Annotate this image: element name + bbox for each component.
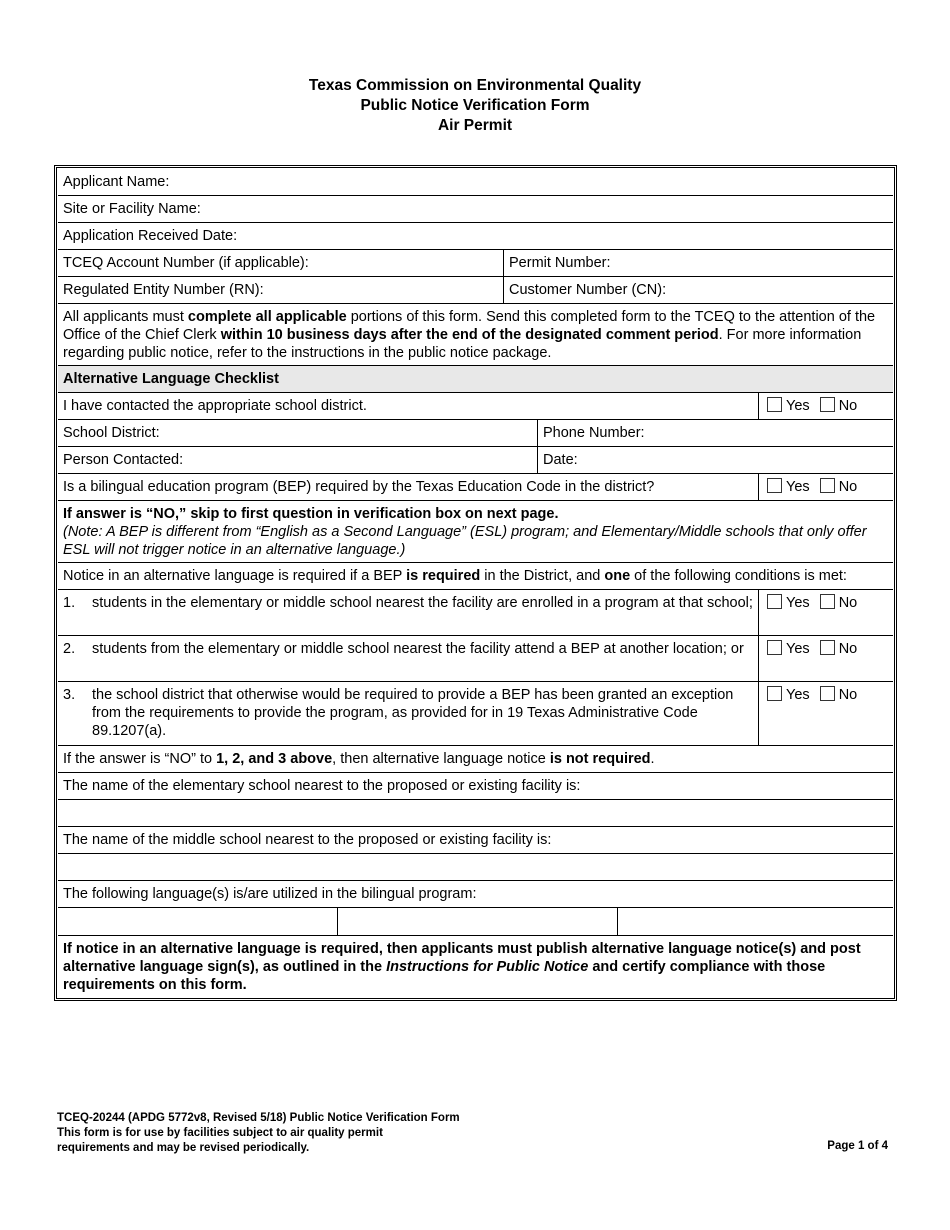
form-title: Public Notice Verification Form [360, 97, 590, 114]
account-permit-row [58, 250, 893, 277]
elementary-school-label: The name of the elementary school nearest to the proposed or existing facility is: [63, 778, 581, 794]
applicant-name-field[interactable]: Applicant Name: [63, 174, 170, 190]
yes-checkbox[interactable] [767, 686, 782, 701]
checklist-title: Alternative Language Checklist [58, 366, 893, 392]
account-number-field[interactable]: TCEQ Account Number (if applicable): [63, 255, 309, 271]
elementary-school-input-row [58, 800, 893, 827]
language-input-1[interactable] [58, 908, 337, 935]
yes-label: Yes [786, 595, 810, 611]
bep-yes-no [758, 474, 893, 500]
no-label: No [838, 687, 858, 703]
final-part: and certify compliance with those requirements on this form. [63, 959, 826, 993]
district-phone-row [58, 420, 893, 447]
no-checkbox[interactable] [820, 640, 835, 655]
condition-row-1 [58, 590, 893, 636]
instr-bold: complete all applicable [187, 309, 347, 325]
instructions-row [58, 304, 893, 366]
bep-question: Is a bilingual education program (BEP) required by the Texas Education Code in the district? [63, 479, 655, 495]
phone-number-field[interactable]: Phone Number: [537, 420, 893, 446]
yes-checkbox[interactable] [767, 594, 782, 609]
verification-form [54, 165, 897, 1001]
no-label: No [838, 595, 858, 611]
final-requirement-text [58, 936, 893, 997]
language-input-3[interactable] [617, 908, 893, 935]
instr-part: . For more information regarding public notice, refer to the instructions in the public notice package. [63, 327, 862, 361]
rn-field[interactable]: Regulated Entity Number (RN): [63, 282, 264, 298]
cn-field[interactable]: Customer Number (CN): [503, 277, 893, 303]
checklist-title-row [58, 366, 893, 393]
permit-number-field[interactable]: Permit Number: [503, 250, 893, 276]
cond-bold: is required [406, 568, 481, 584]
instr-part: portions of this form. Send this completed form to the TCEQ to the attention of the Office of the Chief Clerk [63, 309, 876, 343]
yes-label: Yes [786, 398, 810, 414]
no-label: No [838, 398, 858, 414]
form-number: TCEQ-20244 (APDG 5772v8, Revised 5/18) Public Notice Verification Form [57, 1112, 460, 1124]
person-contacted-field[interactable]: Person Contacted: [63, 452, 184, 468]
instr-bold: within 10 business days after the end of the designated comment period [220, 327, 719, 343]
rn-cn-row [58, 277, 893, 304]
if-no-part: If the answer is “NO” to [63, 751, 217, 767]
cond-part: in the District, and [480, 568, 605, 584]
page-number: Page 1 of 4 [827, 1140, 888, 1152]
cond-part: of the following conditions is met: [630, 568, 847, 584]
condition-2-yes-no [758, 636, 893, 681]
languages-input-row [58, 908, 893, 936]
person-date-row [58, 447, 893, 474]
skip-note-row [58, 501, 893, 563]
final-italic: Instructions for Public Notice [386, 959, 589, 975]
bep-row [58, 474, 893, 501]
condition-text: students in the elementary or middle school nearest the facility are enrolled in a program at that school; [92, 595, 753, 611]
agency-title: Texas Commission on Environmental Quality [308, 77, 642, 94]
form-header [0, 76, 950, 136]
site-name-row [58, 196, 893, 223]
form-footer [57, 1111, 460, 1156]
final-part: If notice in an alternative language is required, then applicants must publish alternative language notice(s) and post alternative language sign(s), as outlined in the [63, 941, 861, 975]
yes-label: Yes [786, 479, 810, 495]
no-checkbox[interactable] [820, 478, 835, 493]
middle-label-row [58, 827, 893, 854]
if-no-part: , then alternative language notice [332, 751, 550, 767]
condition-1-yes-no [758, 590, 893, 635]
site-name-field[interactable]: Site or Facility Name: [63, 201, 201, 217]
condition-number: 1. [63, 595, 76, 611]
skip-note [58, 501, 893, 562]
applicant-name-row [58, 169, 893, 196]
yes-label: Yes [786, 687, 810, 703]
received-date-field[interactable]: Application Received Date: [63, 228, 238, 244]
no-label: No [838, 479, 858, 495]
condition-3-yes-no [758, 682, 893, 745]
school-district-field[interactable]: School District: [63, 425, 160, 441]
no-checkbox[interactable] [820, 397, 835, 412]
contacted-row [58, 393, 893, 420]
not-required-row [58, 746, 893, 773]
received-date-row [58, 223, 893, 250]
condition-number: 2. [63, 641, 76, 657]
conditions-intro-row [58, 563, 893, 590]
middle-school-input[interactable] [58, 854, 893, 880]
middle-school-input-row [58, 854, 893, 881]
no-checkbox[interactable] [820, 686, 835, 701]
language-input-2[interactable] [337, 908, 617, 935]
skip-instruction: If answer is “NO,” skip to first question in verification box on next page. [63, 506, 559, 522]
footer-note-2: requirements and may be revised periodically. [57, 1142, 310, 1154]
condition-text: students from the elementary or middle school nearest the facility attend a BEP at another location; or [92, 641, 744, 657]
condition-row-2 [58, 636, 893, 682]
not-required-text [58, 746, 893, 772]
yes-checkbox[interactable] [767, 397, 782, 412]
contacted-question: I have contacted the appropriate school district. [63, 398, 367, 414]
no-checkbox[interactable] [820, 594, 835, 609]
yes-label: Yes [786, 641, 810, 657]
cond-bold: one [604, 568, 631, 584]
if-no-bold: 1, 2, and 3 above [216, 751, 333, 767]
condition-text: the school district that otherwise would be required to provide a BEP has been granted an exception from the requirements to provide the program, as provided for in 19 Texas Administrative Code 89.1207(a). [92, 687, 734, 739]
elementary-label-row [58, 773, 893, 800]
footer-note-1: This form is for use by facilities subject to air quality permit [57, 1127, 383, 1139]
contacted-yes-no [758, 393, 893, 419]
form-subtitle: Air Permit [437, 117, 513, 134]
cond-part: Notice in an alternative language is required if a BEP [63, 568, 407, 584]
yes-checkbox[interactable] [767, 478, 782, 493]
no-label: No [838, 641, 858, 657]
condition-row-3 [58, 682, 893, 746]
languages-label: The following language(s) is/are utilized in the bilingual program: [63, 886, 477, 902]
if-no-part: . [650, 751, 655, 767]
if-no-bold: is not required [549, 751, 651, 767]
esl-note: (Note: A BEP is different from “English as a Second Language” (ESL) program; and Elementary/Middle schools that only offer ESL will not trigger notice in an alternative language.) [63, 524, 867, 558]
conditions-intro [58, 563, 893, 589]
elementary-school-input[interactable] [58, 800, 893, 826]
yes-checkbox[interactable] [767, 640, 782, 655]
final-requirement-row [58, 936, 893, 997]
instr-part: All applicants must [63, 309, 188, 325]
instructions-text [58, 304, 893, 365]
middle-school-label: The name of the middle school nearest to the proposed or existing facility is: [63, 832, 552, 848]
date-field[interactable]: Date: [537, 447, 893, 473]
condition-number: 3. [63, 687, 76, 703]
languages-label-row [58, 881, 893, 908]
